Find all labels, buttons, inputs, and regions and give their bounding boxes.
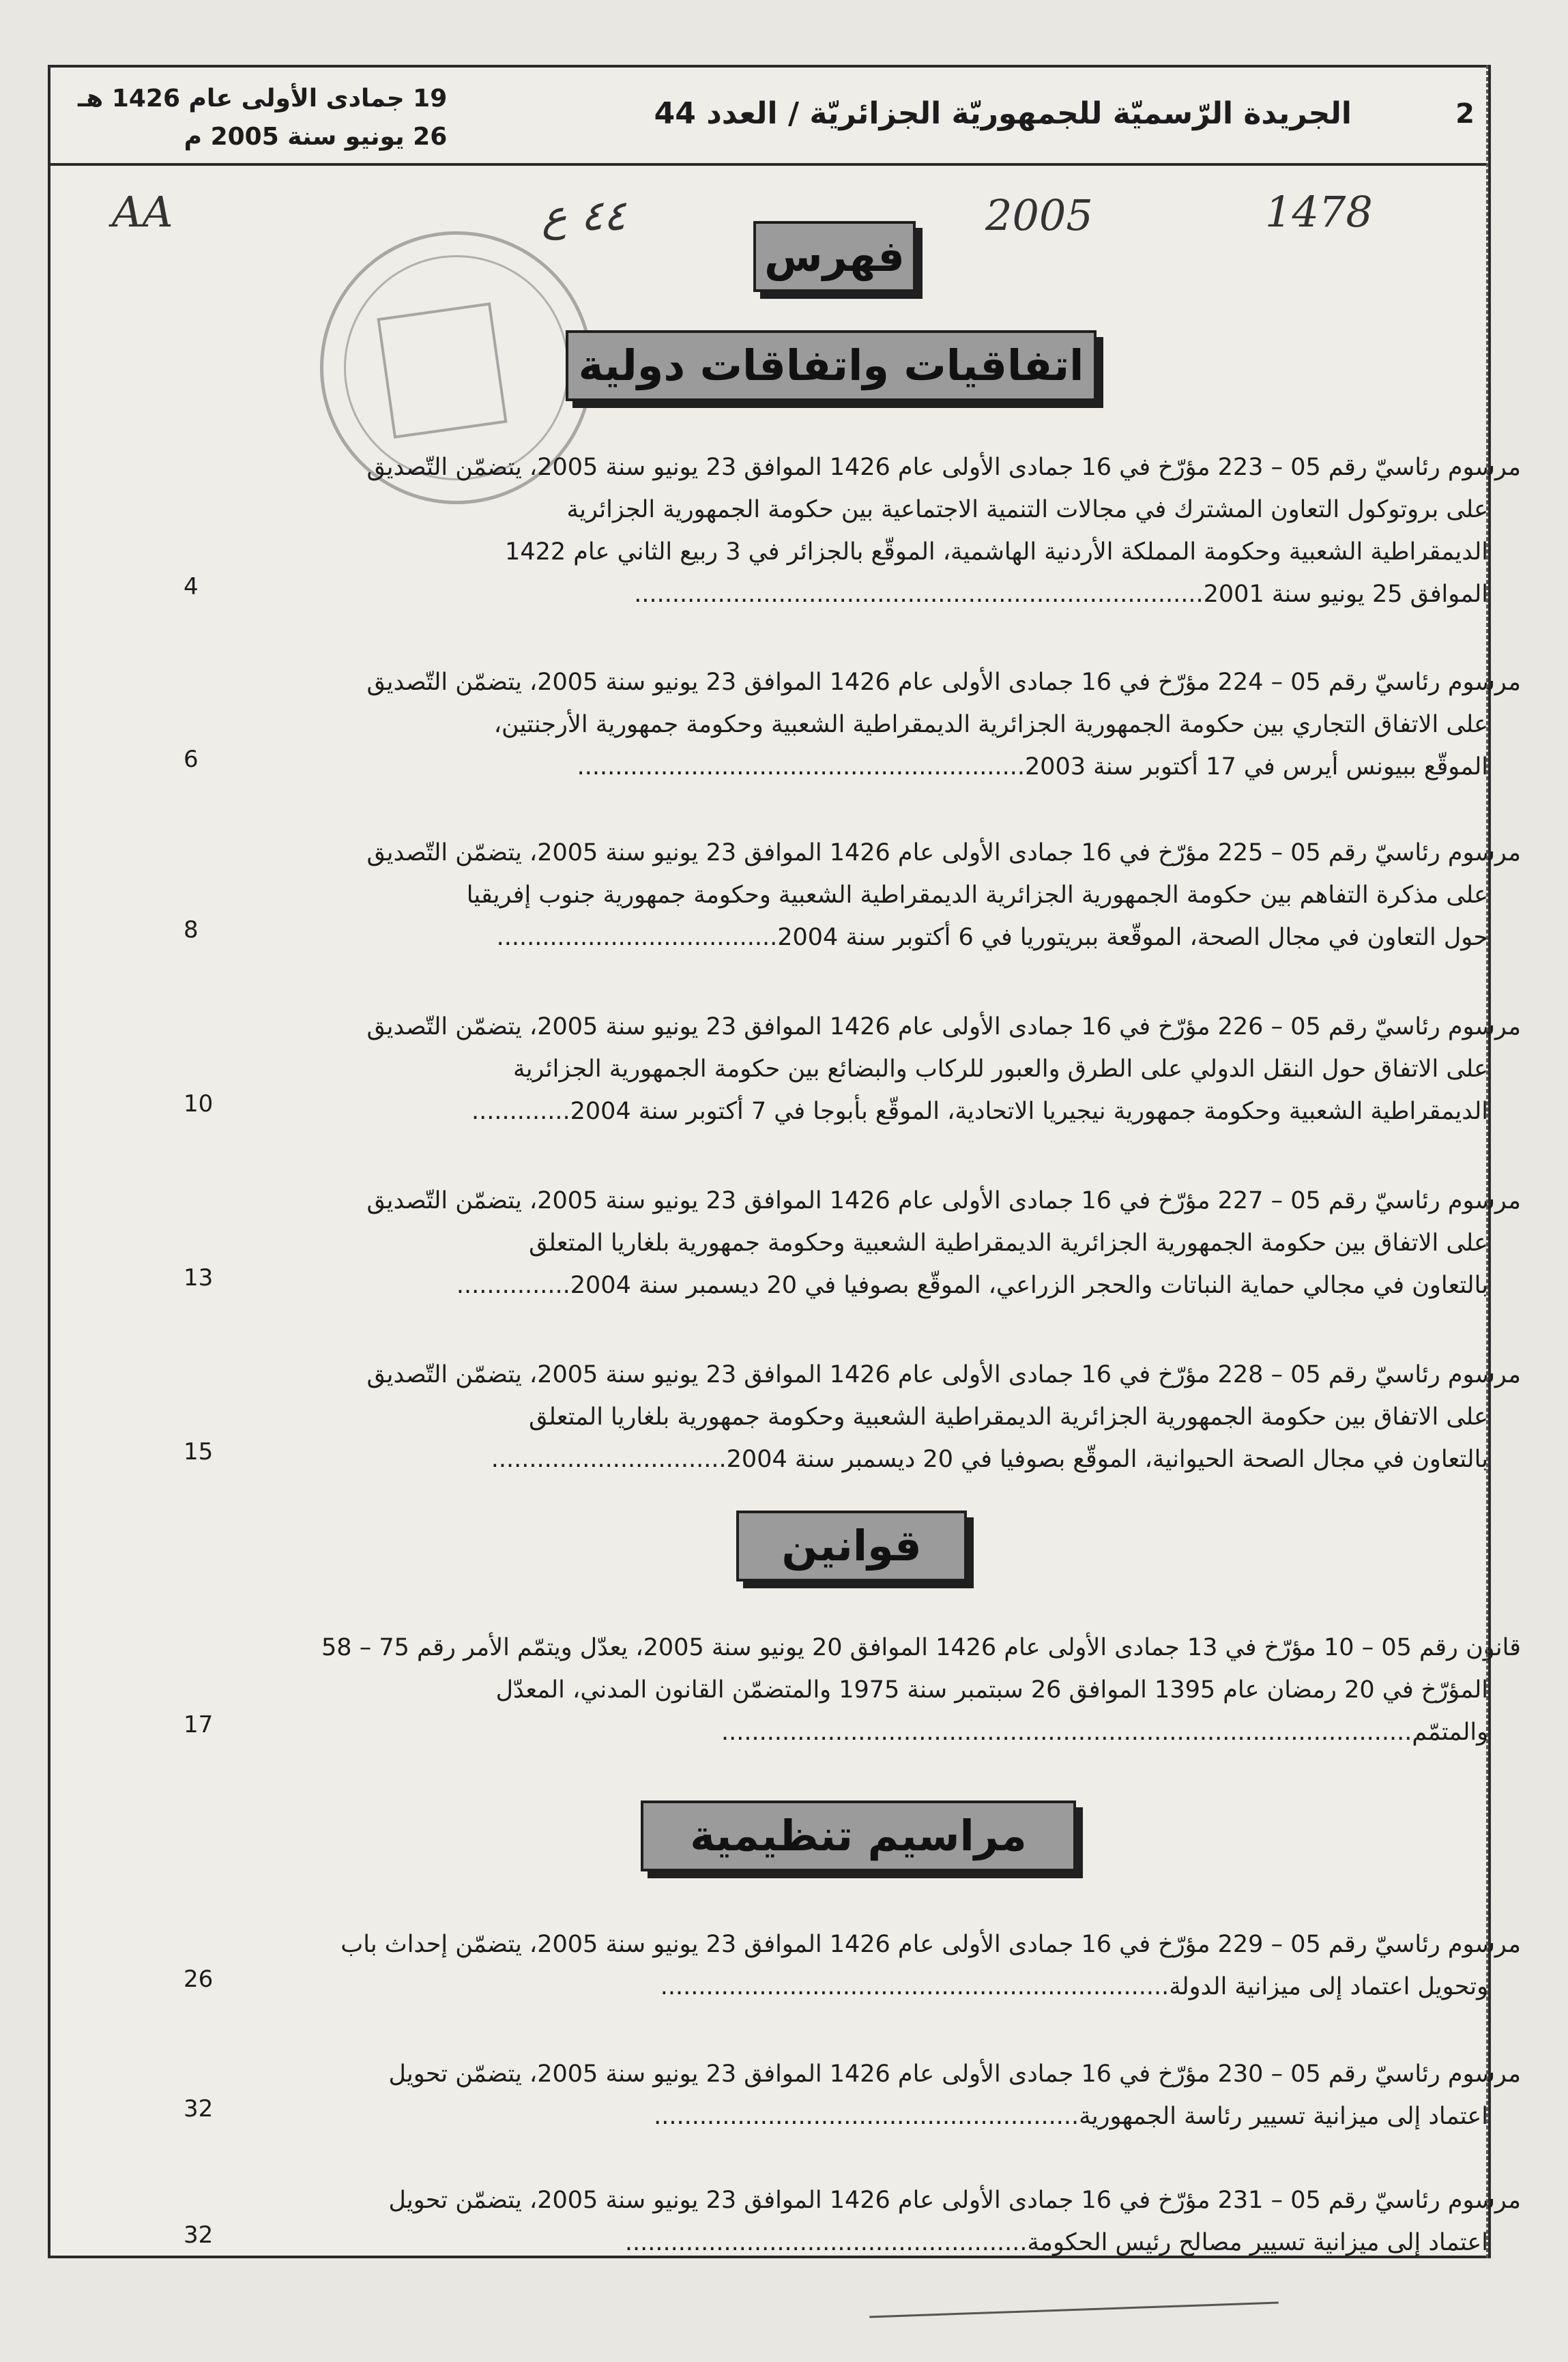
entry-line: على بروتوكول التعاون المشترك في مجالات التنمية الاجتماعية بين حكومة الجمهورية الجزائرية xyxy=(566,496,1488,523)
entry-line: وتحويل اعتماد إلى ميزانية الدولة................................................................... xyxy=(660,1973,1488,2000)
entry-line: الموقّع ببيونس أيرس في 17 أكتوبر سنة 2003........................................................... xyxy=(577,753,1488,781)
entry-page-number: 6 xyxy=(184,746,199,773)
entry-line: الديمقراطية الشعبية وحكومة جمهورية نيجيريا الاتحادية، الموقّع بأبوجا في 7 أكتوبر سنة 2004............. xyxy=(471,1098,1488,1125)
entry-line: قانون رقم 05 – 10 مؤرّخ في 13 جمادى الأولى عام 1426 الموافق 20 يونيو سنة 2005، يعدّل ويتمّم الأمر رقم 75 – 58 xyxy=(321,1634,1521,1661)
entry-line: على الاتفاق التجاري بين حكومة الجمهورية الجزائرية الديمقراطية الشعبية وحكومة جمهورية الأرجنتين، xyxy=(493,711,1488,738)
index-entry[interactable] xyxy=(221,1627,1521,1753)
entry-page-number: 10 xyxy=(184,1090,214,1118)
entry-line: والمتمّم........................................................................................... xyxy=(721,1719,1488,1746)
handwritten-note-right: 1478 xyxy=(1265,187,1373,237)
entry-page-number: 8 xyxy=(184,916,199,944)
stamp-emblem-icon xyxy=(377,302,507,439)
entry-page-number: 32 xyxy=(184,2221,214,2249)
index-entry[interactable] xyxy=(221,2053,1521,2138)
index-title: فهرس xyxy=(753,221,916,292)
entry-line: مرسوم رئاسيّ رقم 05 – 227 مؤرّخ في 16 جمادى الأولى عام 1426 الموافق 23 يونيو سنة 2005، يتضمّن التّصديق xyxy=(366,1187,1521,1214)
bottom-handwriting-scribble xyxy=(869,2302,1279,2318)
entry-line: بالتعاون في مجالي حماية النباتات والحجر الزراعي، الموقّع بصوفيا في 20 ديسمبر سنة 2004............... xyxy=(456,1272,1488,1299)
entry-line: على الاتفاق بين حكومة الجمهورية الجزائرية الديمقراطية الشعبية وحكومة جمهورية بلغاريا المتعلق xyxy=(529,1403,1488,1431)
entry-page-number: 13 xyxy=(184,1264,214,1292)
handwritten-note-mid: ٤٤ ع xyxy=(542,190,626,240)
date-hijri: 19 جمادى الأولى عام 1426 هـ xyxy=(78,85,448,113)
issue-date xyxy=(78,80,447,156)
entry-line: مرسوم رئاسيّ رقم 05 – 225 مؤرّخ في 16 جمادى الأولى عام 1426 الموافق 23 يونيو سنة 2005، يتضمّن التّصديق xyxy=(366,839,1521,866)
date-gregorian: 26 يونيو سنة 2005 م xyxy=(184,123,448,151)
entry-line: مرسوم رئاسيّ رقم 05 – 229 مؤرّخ في 16 جمادى الأولى عام 1426 الموافق 23 يونيو سنة 2005، يتضمّن إحداث باب xyxy=(340,1931,1521,1958)
margin-rule xyxy=(1486,65,1492,2258)
entry-line: المؤرّخ في 20 رمضان عام 1395 الموافق 26 سبتمبر سنة 1975 والمتضمّن القانون المدني، المعدّل xyxy=(495,1676,1488,1704)
entry-line: مرسوم رئاسيّ رقم 05 – 230 مؤرّخ في 16 جمادى الأولى عام 1426 الموافق 23 يونيو سنة 2005، يتضمّن تحويل xyxy=(388,2060,1521,2088)
section-title-1: قوانين xyxy=(736,1511,967,1581)
entry-line: حول التعاون في مجال الصحة، الموقّعة ببريتوريا في 6 أكتوبر سنة 2004..................................... xyxy=(496,924,1488,951)
gazette-title: الجريدة الرّسميّة للجمهوريّة الجزائريّة / العدد 44 xyxy=(654,96,1352,131)
handwritten-note-year: 2005 xyxy=(985,190,1093,240)
index-entry[interactable] xyxy=(221,446,1521,615)
entry-line: اعتماد إلى ميزانية تسيير رئاسة الجمهورية........................................................ xyxy=(654,2103,1488,2130)
entry-page-number: 26 xyxy=(184,1966,214,1993)
section-title-0: اتفاقيات واتفاقات دولية xyxy=(566,330,1097,401)
entry-line: بالتعاون في مجال الصحة الحيوانية، الموقّع بصوفيا في 20 ديسمبر سنة 2004............................... xyxy=(491,1446,1488,1473)
entry-page-number: 17 xyxy=(184,1711,214,1738)
entry-line: على الاتفاق حول النقل الدولي على الطرق والعبور للركاب والبضائع بين حكومة الجمهورية الجزائرية xyxy=(513,1055,1488,1083)
entry-line: مرسوم رئاسيّ رقم 05 – 231 مؤرّخ في 16 جمادى الأولى عام 1426 الموافق 23 يونيو سنة 2005، يتضمّن تحويل xyxy=(388,2187,1521,2214)
entry-line: الديمقراطية الشعبية وحكومة المملكة الأردنية الهاشمية، الموقّع بالجزائر في 3 ربيع الثاني عام 1422 xyxy=(505,538,1488,566)
index-entry[interactable] xyxy=(221,832,1521,959)
entry-line: على الاتفاق بين حكومة الجمهورية الجزائرية الديمقراطية الشعبية وحكومة جمهورية بلغاريا المتعلق xyxy=(529,1229,1488,1257)
index-entry[interactable] xyxy=(221,661,1521,788)
page-header xyxy=(50,68,1488,166)
entry-line: على مذكرة التفاهم بين حكومة الجمهورية الجزائرية الديمقراطية الشعبية وحكومة جمهورية جنوب إفريقيا xyxy=(466,881,1488,909)
entry-line: اعتماد إلى ميزانية تسيير مصالح رئيس الحكومة..................................................... xyxy=(624,2229,1488,2256)
entry-line: مرسوم رئاسيّ رقم 05 – 224 مؤرّخ في 16 جمادى الأولى عام 1426 الموافق 23 يونيو سنة 2005، يتضمّن التّصديق xyxy=(366,669,1521,696)
entry-page-number: 4 xyxy=(184,573,199,600)
index-entry[interactable] xyxy=(221,1006,1521,1133)
index-entry[interactable] xyxy=(221,2179,1521,2264)
index-entry[interactable] xyxy=(221,1354,1521,1481)
entry-line: مرسوم رئاسيّ رقم 05 – 223 مؤرّخ في 16 جمادى الأولى عام 1426 الموافق 23 يونيو سنة 2005، يتضمّن التّصديق xyxy=(366,454,1521,481)
entry-page-number: 32 xyxy=(184,2095,214,2123)
gazette-page xyxy=(48,65,1521,2258)
handwritten-note-left: AA xyxy=(112,187,173,237)
page-number: 2 xyxy=(1455,98,1475,130)
entry-page-number: 15 xyxy=(184,1438,214,1466)
entry-line: الموافق 25 يونيو سنة 2001........................................................................... xyxy=(634,581,1488,608)
entry-line: مرسوم رئاسيّ رقم 05 – 226 مؤرّخ في 16 جمادى الأولى عام 1426 الموافق 23 يونيو سنة 2005، يتضمّن التّصديق xyxy=(366,1013,1521,1040)
index-entry[interactable] xyxy=(221,1180,1521,1307)
index-entry[interactable] xyxy=(221,1923,1521,2008)
section-title-2: مراسيم تنظيمية xyxy=(641,1800,1076,1871)
entry-line: مرسوم رئاسيّ رقم 05 – 228 مؤرّخ في 16 جمادى الأولى عام 1426 الموافق 23 يونيو سنة 2005، يتضمّن التّصديق xyxy=(366,1361,1521,1388)
